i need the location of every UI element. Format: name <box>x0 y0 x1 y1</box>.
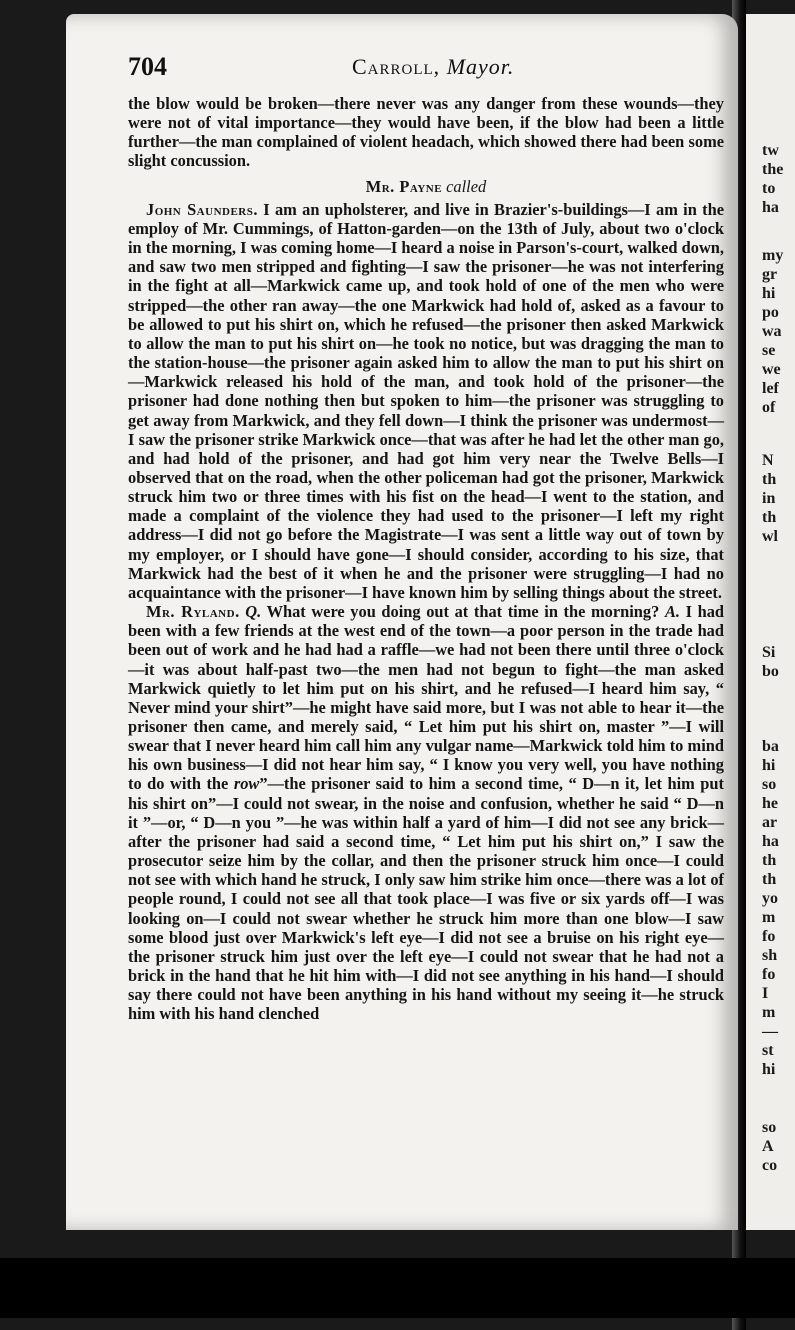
facing-page-fragment: my <box>762 247 784 264</box>
running-head <box>352 54 514 80</box>
page-text <box>128 94 724 1024</box>
facing-page-fragment: ha <box>762 199 779 216</box>
facing-page-fragment: hi <box>762 285 776 302</box>
facing-page-fragment: po <box>762 304 779 321</box>
cross-answer-part-2: ”—the prisoner said to him a second time, “ D—n it, let him put his shirt on”—I could not swear, in the noise and confusion, whether he said “ D—n it ”—or, “ D—n you ”—he was within half a yard of him—I did not see any brick—after the prisoner had said a second time, “ Let him put his shirt on,” I saw the prosecutor seize him by the collar, and then the prisoner struck him once—I could not see with which hand he struck, I only saw him strike him once—there was a lot of people round, I could not see all that took place—I was five or six yards off—I was looking on—I could not swear whether he struck him more than one blow—I saw some blood just over Markwick's left eye—I did not see a bruise on his right eye—the prisoner struck him just over the left eye—I could not swear that he had not a brick in the hand that he hit him with—I did not see anything in his hand—I should say there could not have been anything in his hand without my seeing it—he struck him with his hand clenched <box>128 774 724 1024</box>
facing-page-fragment: hi <box>762 757 776 774</box>
facing-page-fragment: A <box>762 1138 774 1155</box>
witness-testimony: I am an upholsterer, and live in Brazier's-buildings—I am in the employ of Mr. Cummings, of Hatton-garden—on the 13th of July, about two o'clock in the morning, I was coming home—I heard a noise in Parson's-court, walked down, and saw two men stripped and fighting—I saw the prisoner—he was not interfering in the fight at all—Markwick came up, and took hold of one of the men who were stripped—the other ran away—the one Markwick had hold of, asked as a favour to be allowed to put his shirt on, which he refused—the prisoner then asked Markwick to allow the man to put his shirt on—he took no notice, but was dragging the man to the station-house—the prisoner again asked him to allow the man to put his shirt on—Markwick released his hold of the man, and took hold of the prisoner—the prisoner had done nothing then but spoken to him—the prisoner was struggling to get away from Markwick, and they fell down—I think the prisoner was undermost—I saw the prisoner strike Markwick once—that was after he had let the other man go, and had hold of the prisoner, and had got him very near the Twelve Bells—I observed that on the road, when the other policeman had got the prisoner, Markwick struck him two or three times with his fist on the head—I went to the station, and made a complaint of the violence they had used to the prisoner—I left my right address—I did not go before the Magistrate—I was sent a little way out of town by my employer, or I should have gone—I should consider, according to his size, that Markwick had the best of it when he and the prisoner were struggling—I had no acquaintance with the prisoner—I have known him by selling things about the street. <box>128 199 724 602</box>
cross-answer-part-1: I had been with a few friends at the west end of the town—a poor person in the trade had been out of work and he had had a raffle—we had not been there until three o'clock—it was about half-past two—the men had not begun to fight—the man asked Markwick quietly to let him put on his shirt, and he refused—I heard him say, “ Never mind your shirt”—he might have said more, but I was not able to hear it—the prisoner then came, and merely said, “ Let him put his shirt on, master ”—I will swear that I never heard him call him any vulgar name—Markwick told him to mind his own business—I did not hear him say, “ I know you very well, you have nothing to do with the <box>128 602 725 794</box>
facing-page-fragment: the <box>762 161 784 178</box>
answer-label: A. <box>664 602 680 622</box>
facing-page-fragment: to <box>762 180 776 197</box>
facing-page-fragment: I <box>762 985 769 1002</box>
running-head-title: Mayor. <box>446 54 515 79</box>
heading-counsel-name: Mr. Payne <box>365 176 443 196</box>
facing-page-fragment: yo <box>762 890 778 907</box>
facing-page-fragment: m <box>762 909 776 926</box>
facing-page-fragment: Si <box>762 644 776 661</box>
facing-page-fragment: fo <box>762 928 776 945</box>
facing-page-fragment: se <box>762 342 776 359</box>
question-label: Q. <box>245 602 262 622</box>
cross-question: What were you doing out at that time in the morning? <box>266 602 660 622</box>
facing-page-fragment: we <box>762 361 781 378</box>
facing-page-fragment: th <box>762 852 777 869</box>
facing-page-fragment: sh <box>762 947 778 964</box>
witness-name: John Saunders. <box>146 199 258 219</box>
facing-page-fragment: th <box>762 509 777 526</box>
facing-page-edge <box>746 14 795 1230</box>
facing-page-fragment: m <box>762 1004 776 1021</box>
cross-examination-paragraph <box>128 602 724 1023</box>
section-heading <box>128 177 724 196</box>
facing-page-fragment: th <box>762 471 777 488</box>
facing-page-fragment: bo <box>762 663 779 680</box>
heading-called: called <box>446 176 487 196</box>
facing-page-fragment: st <box>762 1042 774 1059</box>
cross-examiner-name: Mr. Ryland. <box>146 602 240 622</box>
facing-page-fragment: ar <box>762 814 778 831</box>
book-page <box>66 14 738 1230</box>
facing-page-fragment: wl <box>762 528 778 545</box>
facing-page-fragment: ba <box>762 738 779 755</box>
facing-page-fragment: th <box>762 871 777 888</box>
facing-page-fragment: tw <box>762 142 779 159</box>
facing-page-fragment: in <box>762 490 776 507</box>
facing-page-fragment: so <box>762 776 777 793</box>
facing-page-fragment: so <box>762 1119 777 1136</box>
facing-page-fragment: N <box>762 452 774 469</box>
facing-page-fragment: wa <box>762 323 782 340</box>
facing-page-fragment: he <box>762 795 778 812</box>
witness-paragraph <box>128 200 724 602</box>
facing-page-fragment: hi <box>762 1061 776 1078</box>
facing-page-fragment: gr <box>762 266 778 283</box>
facing-page-fragment: ha <box>762 833 779 850</box>
row-word: row <box>233 774 260 794</box>
page-number: 704 <box>128 52 167 81</box>
facing-page-fragment: of <box>762 399 776 416</box>
facing-page-fragment: fo <box>762 966 776 983</box>
continued-paragraph: the blow would be broken—there never was any danger from these wounds—they were not of vital importance—they would have been, if the blow had been a little further—the man complained of violent headach, which showed there had been some slight concussion. <box>128 94 724 171</box>
scan-bottom-shadow <box>0 1258 795 1318</box>
facing-page-fragment: co <box>762 1157 778 1174</box>
running-head-name: Carroll, <box>352 54 441 79</box>
facing-page-fragment: lef <box>762 380 779 397</box>
facing-page-fragment: — <box>762 1023 778 1040</box>
